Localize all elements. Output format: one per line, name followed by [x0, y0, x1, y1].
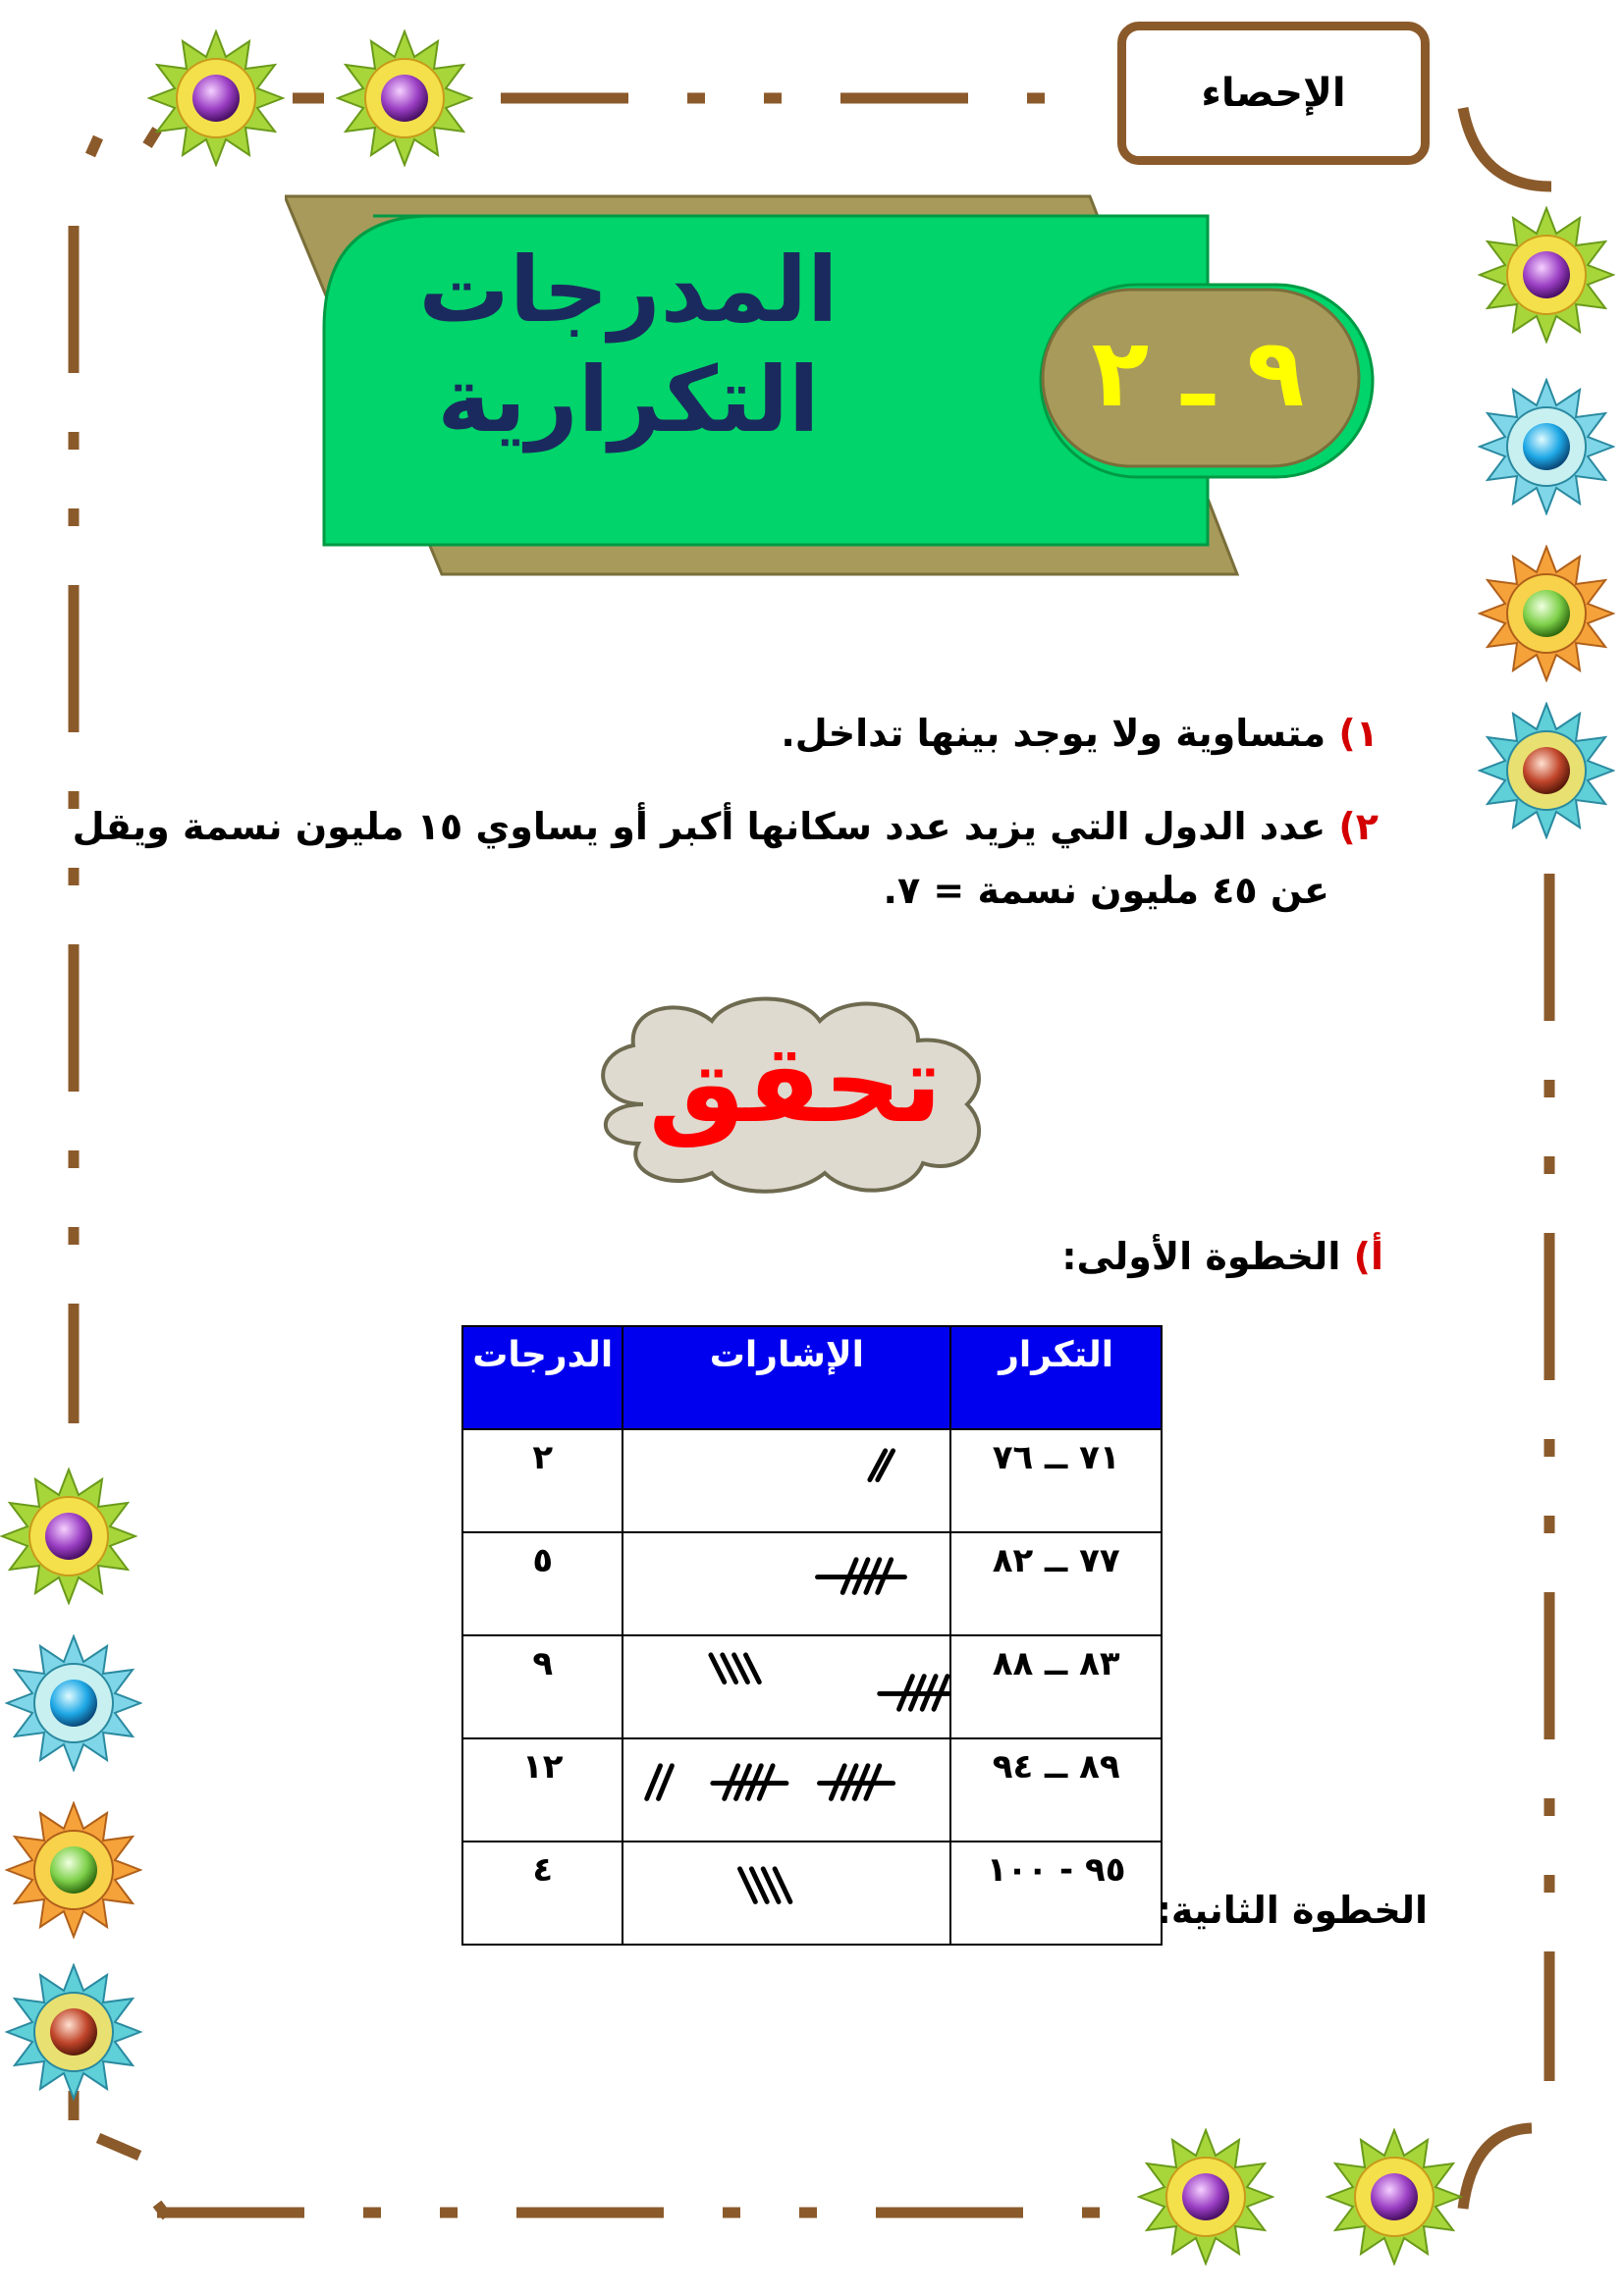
answer-item-2-number: ٢) [1338, 805, 1379, 848]
flower-ornament [336, 29, 473, 167]
table-header-row [462, 1326, 1162, 1429]
lesson-title [324, 236, 933, 455]
flower-ornament [0, 1468, 137, 1605]
answer-item-1-text: متساوية ولا يوجد بينها تداخل. [781, 712, 1326, 755]
step2-label: الخطوة الثانية: [1156, 1889, 1428, 1932]
tally-cell [623, 1842, 950, 1945]
tally-cell [623, 1532, 950, 1635]
tally-marks [623, 1636, 949, 1737]
subject-label: الإحصاء [1201, 71, 1346, 116]
frequency-table [461, 1325, 1163, 1946]
table-row [462, 1842, 1162, 1945]
tally-marks [623, 1842, 949, 1944]
step1-number: أ) [1353, 1235, 1383, 1278]
flower-ornament [147, 29, 285, 167]
tally-marks [623, 1739, 949, 1841]
lesson-number: ٩ ـ ٢ [1091, 318, 1305, 428]
header-frequency: التكرار [950, 1326, 1162, 1429]
verify-label: تحقق [648, 1021, 943, 1147]
interval-cell: ٧١ ــ ٧٦ [950, 1429, 1162, 1532]
interval-cell: ٩٥ - ١٠٠ [950, 1842, 1162, 1945]
count-cell: ٥ [462, 1532, 623, 1635]
subject-box [1117, 22, 1430, 165]
lesson-title-line2: التكرارية [437, 347, 820, 454]
lesson-title-line1: المدرجات [418, 238, 839, 343]
count-cell: ١٢ [462, 1738, 623, 1842]
count-cell: ٢ [462, 1429, 623, 1532]
table-row [462, 1635, 1162, 1738]
count-cell: ٤ [462, 1842, 623, 1945]
count-cell: ٩ [462, 1635, 623, 1738]
answer-item-1-number: ١) [1338, 712, 1379, 755]
table-row [462, 1738, 1162, 1842]
header-tally: الإشارات [623, 1326, 950, 1429]
tally-cell [623, 1738, 950, 1842]
flower-ornament [1478, 702, 1615, 839]
flower-ornament [1137, 2128, 1274, 2266]
flower-ornament [5, 1801, 142, 1939]
step1-heading [1061, 1235, 1383, 1278]
flower-ornament [5, 1634, 142, 1772]
flower-ornament [1478, 378, 1615, 515]
table-row [462, 1532, 1162, 1635]
header-scores: الدرجات [462, 1326, 623, 1429]
flower-ornament [5, 1963, 142, 2101]
tally-marks [623, 1533, 949, 1634]
tally-cell [623, 1635, 950, 1738]
table-row [462, 1429, 1162, 1532]
answer-item-2-line2: عن ٤٥ مليون نسمة = ٧. [883, 869, 1329, 912]
tally-cell [623, 1429, 950, 1532]
answer-item-2 [73, 805, 1379, 848]
answer-item-2-line1: عدد الدول التي يزيد عدد سكانها أكبر أو يساوي ١٥ مليون نسمة ويقل [72, 805, 1326, 848]
flower-ornament [1478, 206, 1615, 344]
tally-marks [623, 1430, 949, 1531]
step1-label: الخطوة الأولى: [1061, 1235, 1341, 1278]
interval-cell: ٨٣ ــ ٨٨ [950, 1635, 1162, 1738]
flower-ornament [1326, 2128, 1463, 2266]
interval-cell: ٨٩ ــ ٩٤ [950, 1738, 1162, 1842]
answer-item-1 [781, 712, 1379, 755]
flower-ornament [1478, 545, 1615, 682]
interval-cell: ٧٧ ــ ٨٢ [950, 1532, 1162, 1635]
